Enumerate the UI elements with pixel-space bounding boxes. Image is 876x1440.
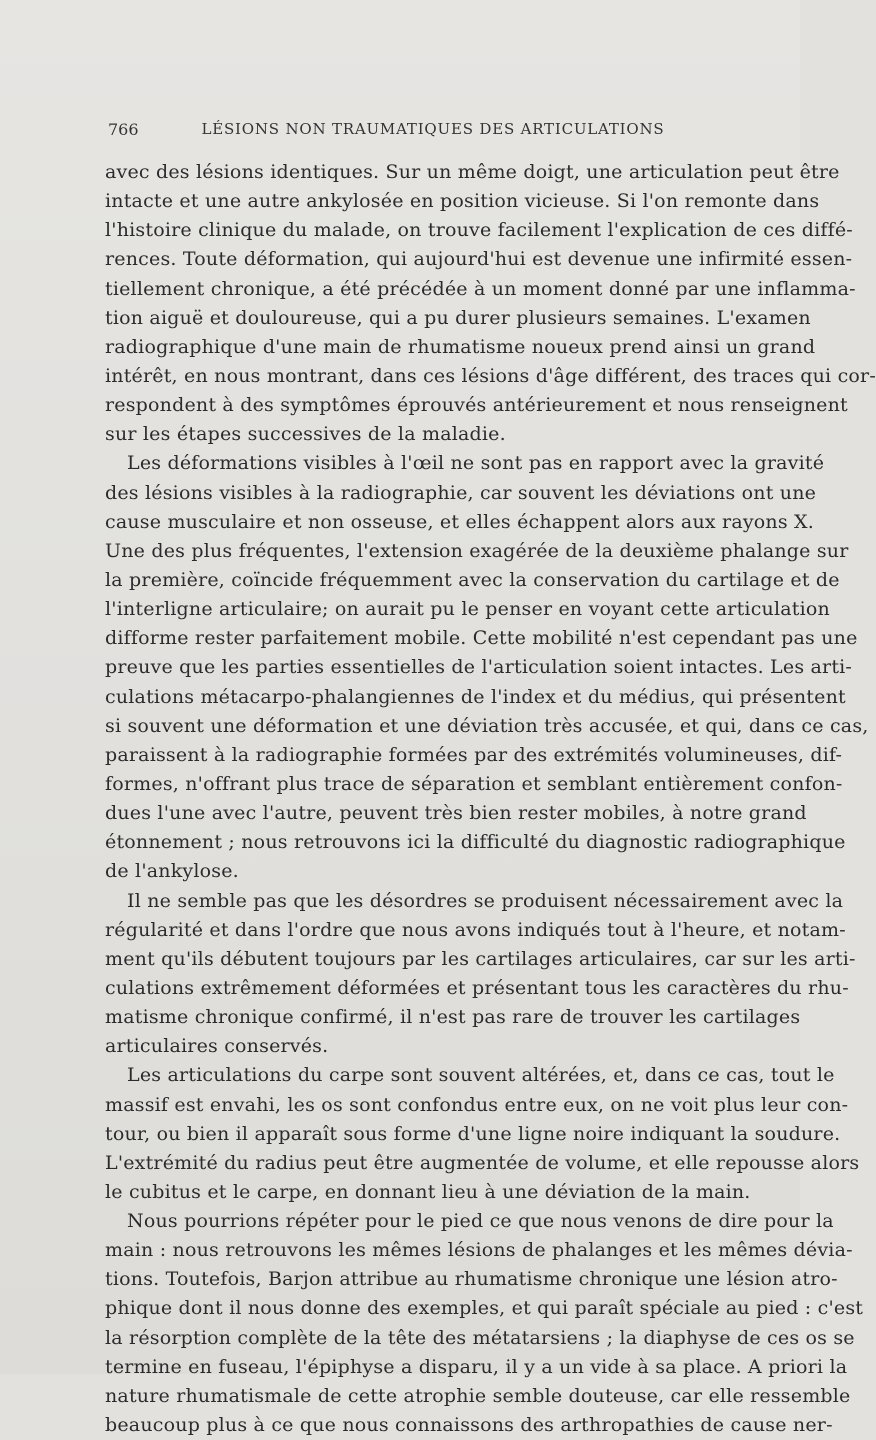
- text-line: Nous pourrions répéter pour le pied ce que nous venons de dire pour la: [127, 1210, 834, 1233]
- text-line: Une des plus fréquentes, l'extension exagérée de la deuxième phalange sur: [105, 539, 849, 562]
- text-line: main : nous retrouvons les mêmes lésions de phalanges et les mêmes dévia-: [105, 1239, 853, 1262]
- text-line: preuve que les parties essentielles de l'articulation soient intactes. Les arti-: [105, 656, 853, 679]
- text-line: difforme rester parfaitement mobile. Cette mobilité n'est cependant pas une: [105, 627, 858, 650]
- text-line: tour, ou bien il apparaît sous forme d'une ligne noire indiquant la soudure.: [105, 1122, 841, 1145]
- text-line: dues l'une avec l'autre, peuvent très bien rester mobiles, à notre grand: [105, 802, 807, 825]
- text-line: phique dont il nous donne des exemples, et qui paraît spéciale au pied : c'est: [105, 1297, 864, 1320]
- text-line: des lésions visibles à la radiographie, car souvent les déviations ont une: [105, 481, 817, 504]
- text-line: paraissent à la radiographie formées par des extrémités volumineuses, dif-: [105, 743, 843, 766]
- text-line: beaucoup plus à ce que nous connaissons des arthropathies de cause ner-: [105, 1414, 833, 1437]
- text-line: rences. Toute déformation, qui aujourd'hui est devenue une infirmité essen-: [105, 248, 853, 271]
- running-title: LÉSIONS NON TRAUMATIQUES DES ARTICULATIONS: [201, 120, 665, 138]
- text-line: Il ne semble pas que les désordres se produisent nécessairement avec la: [127, 889, 844, 912]
- text-line: si souvent une déformation et une déviation très accusée, et qui, dans ce cas,: [105, 714, 869, 737]
- text-line: matisme chronique confirmé, il n'est pas rare de trouver les cartilages: [105, 1006, 801, 1029]
- text-line: tiellement chronique, a été précédée à un moment donné par une inflamma-: [105, 277, 856, 300]
- text-line: culations extrêmement déformées et présentant tous les caractères du rhu-: [105, 976, 849, 999]
- text-line: radiographique d'une main de rhumatisme noueux prend ainsi un grand: [105, 335, 816, 358]
- text-line: l'interligne articulaire; on aurait pu le penser en voyant cette articulation: [105, 598, 830, 621]
- text-line: de l'ankylose.: [105, 860, 239, 883]
- text-line: régularité et dans l'ordre que nous avons indiqués tout à l'heure, et notam-: [105, 918, 846, 941]
- text-line: intérêt, en nous montrant, dans ces lésions d'âge différent, des traces qui cor-: [105, 364, 876, 387]
- text-line: articulaires conservés.: [105, 1035, 329, 1058]
- text-line: culations métacarpo-phalangiennes de l'index et du médius, qui présentent: [105, 685, 846, 708]
- text-line: tion aiguë et douloureuse, qui a pu durer plusieurs semaines. L'examen: [105, 306, 811, 329]
- text-line: intacte et une autre ankylosée en position vicieuse. Si l'on remonte dans: [105, 190, 820, 213]
- text-line: nature rhumatismale de cette atrophie semble douteuse, car elle ressemble: [105, 1384, 851, 1407]
- text-line: cause musculaire et non osseuse, et elles échappent alors aux rayons X.: [105, 510, 815, 533]
- text-line: avec des lésions identiques. Sur un même doigt, une articulation peut être: [105, 161, 840, 183]
- text-line: sur les étapes successives de la maladie.: [105, 423, 506, 446]
- text-line: Les déformations visibles à l'œil ne sont pas en rapport avec la gravité: [127, 452, 825, 475]
- text-line: massif est envahi, les os sont confondus entre eux, on ne voit plus leur con-: [105, 1093, 849, 1116]
- text-line: étonnement ; nous retrouvons ici la difficulté du diagnostic radiographique: [105, 831, 846, 854]
- text-line: Les articulations du carpe sont souvent altérées, et, dans ce cas, tout le: [127, 1064, 835, 1087]
- text-line: la résorption complète de la tête des métatarsiens ; la diaphyse de ces os se: [105, 1326, 855, 1349]
- text-line: tions. Toutefois, Barjon attribue au rhumatisme chronique une lésion atro-: [105, 1268, 838, 1291]
- page-header: [108, 118, 758, 144]
- text-line: le cubitus et le carpe, en donnant lieu à une déviation de la main.: [105, 1180, 751, 1203]
- text-line: l'histoire clinique du malade, on trouve facilement l'explication de ces diffé-: [105, 219, 853, 242]
- text-line: L'extrémité du radius peut être augmentée de volume, et elle repousse alors: [105, 1151, 860, 1174]
- text-line: termine en fuseau, l'épiphyse a disparu, il y a un vide à sa place. A priori la: [105, 1355, 848, 1378]
- page-number: 766: [108, 120, 139, 139]
- text-line: la première, coïncide fréquemment avec la conservation du cartilage et de: [105, 568, 840, 591]
- text-line: ment qu'ils débutent toujours par les cartilages articulaires, car sur les arti-: [105, 947, 856, 970]
- text-line: formes, n'offrant plus trace de séparation et semblant entièrement confon-: [105, 772, 843, 795]
- text-line: respondent à des symptômes éprouvés antérieurement et nous renseignent: [105, 394, 848, 417]
- body-text: [105, 158, 876, 1440]
